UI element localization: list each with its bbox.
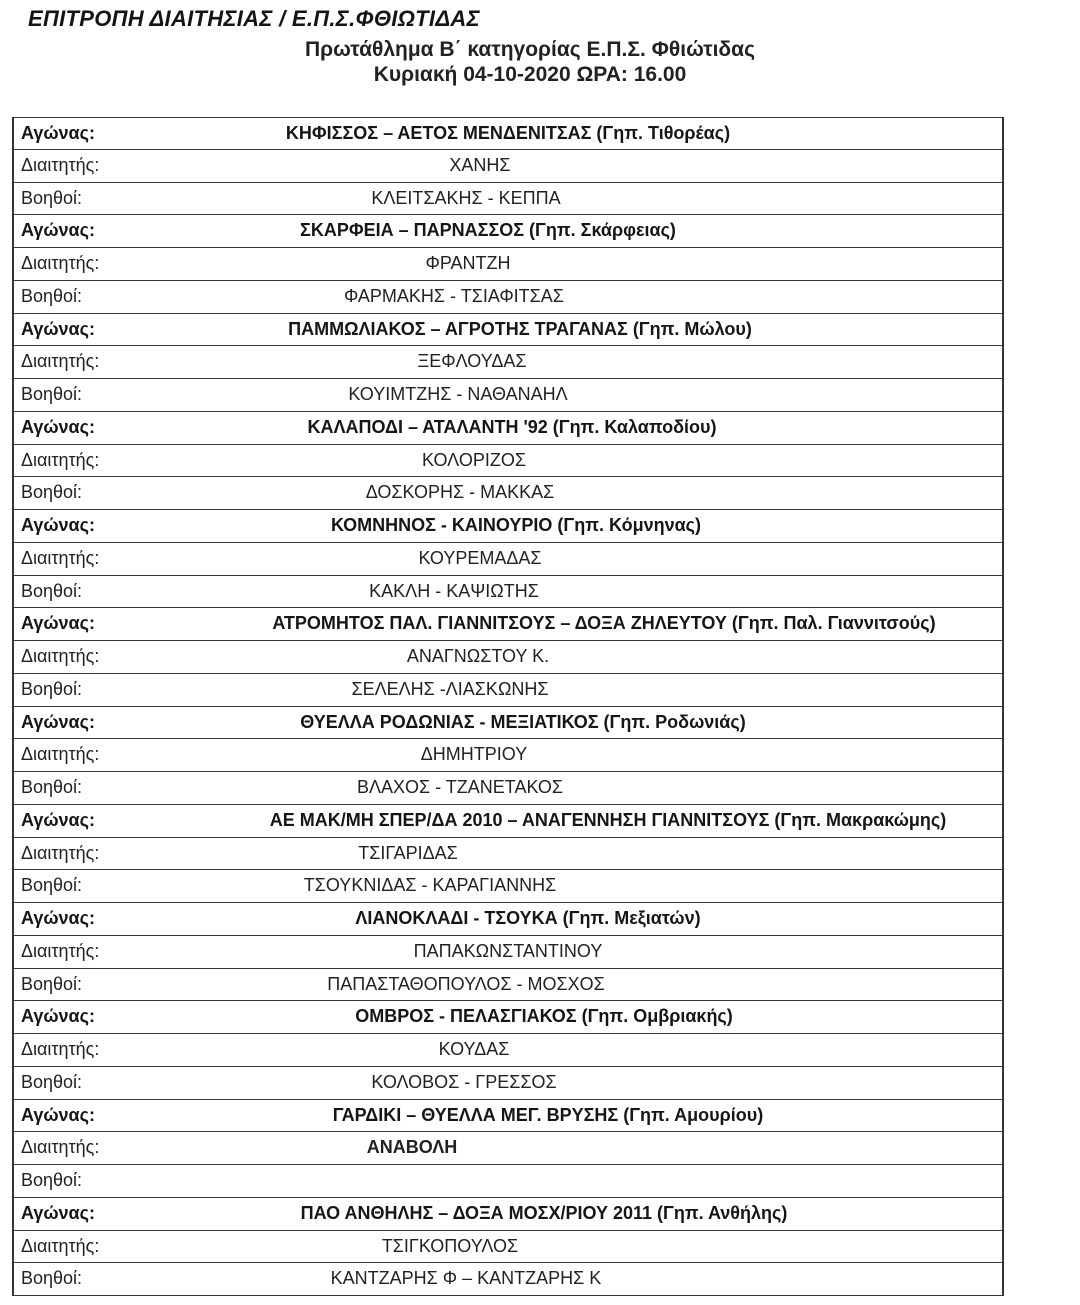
referee-value: ΤΣΙΓΚΟΠΟΥΛΟΣ: [381, 1235, 519, 1256]
assistants-label: Βοηθοί:: [21, 384, 83, 404]
referee-label: Διαιτητής:: [21, 547, 100, 568]
referee-label: Διαιτητής:: [21, 449, 100, 470]
fixture-3-match-row: [14, 314, 1002, 347]
assistants-value: ΚΑΝΤΖΑΡΗΣ Φ – ΚΑΝΤΖΑΡΗΣ Κ: [330, 1268, 602, 1289]
fixtures-table: [12, 117, 1004, 1296]
assistants-value: ΦΑΡΜΑΚΗΣ - ΤΣΙΑΦΙΤΣΑΣ: [344, 285, 564, 306]
fixture-7-referee-row: [14, 739, 1002, 772]
match-label: Αγώνας:: [21, 515, 95, 535]
match-label: Αγώνας:: [21, 908, 95, 928]
match-value: ΚΗΦΙΣΣΟΣ – ΑΕΤΟΣ ΜΕΝΔΕΝΙΤΣΑΣ (Γηπ. Τιθορέας): [285, 123, 731, 143]
referee-label: Διαιτητής:: [21, 842, 100, 863]
assistants-label: Βοηθοί:: [21, 482, 83, 503]
match-label: Αγώνας:: [21, 711, 95, 732]
referee-label: Διαιτητής:: [21, 940, 100, 961]
referee-label: Διαιτητής:: [21, 1039, 100, 1059]
fixture-6-assistants-row: [14, 674, 1002, 707]
referee-label: Διαιτητής:: [21, 1235, 100, 1256]
referee-label: Διαιτητής:: [21, 154, 100, 175]
assistants-label: Βοηθοί:: [21, 875, 83, 896]
fixture-3-referee-row: [14, 346, 1002, 379]
fixture-3-assistants-row: [14, 379, 1002, 412]
match-value: ΚΑΛΑΠΟΔΙ – ΑΤΑΛΑΝΤΗ '92 (Γηπ. Καλαποδίου): [307, 416, 717, 437]
match-value: ΓΑΡΔΙΚΙ – ΘΥΕΛΛΑ ΜΕΓ. ΒΡΥΣΗΣ (Γηπ. Αμουρίου): [332, 1104, 764, 1125]
fixture-12-assistants-row: [14, 1263, 1002, 1296]
assistants-value: ΚΛΕΙΤΣΑΚΗΣ - ΚΕΠΠΑ: [371, 187, 561, 208]
match-label: Αγώνας:: [21, 123, 95, 143]
fixture-10-referee-row: [14, 1034, 1002, 1067]
fixture-2-assistants-row: [14, 281, 1002, 314]
fixture-9-referee-row: [14, 936, 1002, 969]
match-label: Αγώνας:: [21, 613, 95, 634]
assistants-label: Βοηθοί:: [21, 1170, 83, 1190]
referee-value: ΚΟΥΔΑΣ: [438, 1039, 510, 1059]
match-value: ΟΜΒΡΟΣ - ΠΕΛΑΣΓΙΑΚΟΣ (Γηπ. Ομβριακής): [355, 1006, 733, 1027]
assistants-label: Βοηθοί:: [21, 187, 83, 208]
referee-label: Διαιτητής:: [21, 744, 100, 765]
fixture-4-match-row: [14, 412, 1002, 445]
assistants-label: Βοηθοί:: [21, 777, 83, 797]
match-value: ΑΤΡΟΜΗΤΟΣ ΠΑΛ. ΓΙΑΝΝΙΤΣΟΥΣ – ΔΟΞΑ ΖΗΛΕΥΤΟΥ (Γηπ. Παλ. Γιαννιτσούς): [272, 613, 936, 634]
match-value: ΣΚΑΡΦΕΙΑ – ΠΑΡΝΑΣΣΟΣ (Γηπ. Σκάρφειας): [300, 220, 676, 241]
fixture-12-match-row: [14, 1198, 1002, 1231]
match-value: ΠΑΟ ΑΝΘΗΛΗΣ – ΔΟΞΑ ΜΟΣΧ/ΡΙΟΥ 2011 (Γηπ. Ανθήλης): [300, 1202, 788, 1223]
referee-value: ΧΑΝΗΣ: [449, 154, 511, 175]
referee-label: Διαιτητής:: [21, 646, 100, 666]
match-label: Αγώνας:: [21, 220, 95, 241]
fixture-8-assistants-row: [14, 870, 1002, 903]
match-value: ΛΙΑΝΟΚΛΑΔΙ - ΤΣΟΥΚΑ (Γηπ. Μεξιατών): [355, 908, 701, 928]
fixture-10-assistants-row: [14, 1067, 1002, 1100]
match-datetime: Κυριακή 04-10-2020 ΩΡΑ: 16.00: [373, 63, 687, 86]
assistants-value: ΒΛΑΧΟΣ - ΤΖΑΝΕΤΑΚΟΣ: [356, 777, 564, 797]
assistants-label: Βοηθοί:: [21, 1268, 83, 1289]
championship-title: Πρωτάθλημα Β΄ κατηγορίας Ε.Π.Σ. Φθιώτιδας: [304, 38, 756, 61]
match-label: Αγώνας:: [21, 416, 95, 437]
match-label: Αγώνας:: [21, 318, 95, 339]
assistants-label: Βοηθοί:: [21, 678, 83, 699]
match-value: ΑΕ ΜΑΚ/ΜΗ ΣΠΕΡ/ΔΑ 2010 – ΑΝΑΓΕΝΝΗΣΗ ΓΙΑΝΝΙΤΣΟΥΣ (Γηπ. Μακρακώμης): [269, 809, 947, 830]
fixture-11-assistants-row: [14, 1165, 1002, 1198]
assistants-value: ΚΟΥΙΜΤΖΗΣ - ΝΑΘΑΝΑΗΛ: [348, 384, 568, 404]
fixture-1-referee-row: [14, 150, 1002, 183]
fixture-5-assistants-row: [14, 576, 1002, 609]
assistants-label: Βοηθοί:: [21, 580, 83, 601]
assistants-value: ΣΕΛΕΛΗΣ -ΛΙΑΣΚΩΝΗΣ: [351, 678, 549, 699]
referee-value: ΑΝΑΓΝΩΣΤΟΥ Κ.: [406, 646, 550, 666]
fixture-11-match-row: [14, 1100, 1002, 1133]
referee-value: ΚΟΥΡΕΜΑΔΑΣ: [418, 547, 542, 568]
match-value: ΘΥΕΛΛΑ ΡΟΔΩΝΙΑΣ - ΜΕΞΙΑΤΙΚΟΣ (Γηπ. Ροδωνιάς): [300, 711, 746, 732]
referee-value: ΚΟΛΟΡΙΖΟΣ: [422, 449, 526, 470]
fixture-1-match-row: [14, 117, 1002, 150]
match-label: Αγώνας:: [21, 1006, 95, 1027]
fixture-2-match-row: [14, 215, 1002, 248]
assistants-label: Βοηθοί:: [21, 285, 83, 306]
match-value: ΠΑΜΜΩΛΙΑΚΟΣ – ΑΓΡΟΤΗΣ ΤΡΑΓΑΝΑΣ (Γηπ. Μώλου): [288, 318, 752, 339]
referee-label: Διαιτητής:: [21, 1137, 100, 1158]
referee-value: ΑΝΑΒΟΛΗ: [366, 1137, 458, 1158]
referee-value: ΔΗΜΗΤΡΙΟΥ: [420, 744, 528, 765]
fixture-12-referee-row: [14, 1231, 1002, 1264]
assistants-value: ΔΟΣΚΟΡΗΣ - ΜΑΚΚΑΣ: [365, 482, 555, 503]
referee-value: ΦΡΑΝΤΖΗ: [425, 253, 511, 273]
fixture-2-referee-row: [14, 248, 1002, 281]
assistants-value: ΚΑΚΛΗ - ΚΑΨΙΩΤΗΣ: [369, 580, 539, 601]
assistants-label: Βοηθοί:: [21, 973, 83, 994]
fixture-5-referee-row: [14, 543, 1002, 576]
referee-value: ΞΕΦΛΟΥΔΑΣ: [417, 351, 527, 372]
assistants-label: Βοηθοί:: [21, 1071, 83, 1092]
committee-title: ΕΠΙΤΡΟΠΗ ΔΙΑΙΤΗΣΙΑΣ / Ε.Π.Σ.ΦΘΙΩΤΙΔΑΣ: [28, 6, 480, 31]
fixture-7-assistants-row: [14, 772, 1002, 805]
fixture-5-match-row: [14, 510, 1002, 543]
referee-value: ΠΑΠΑΚΩΝΣΤΑΝΤΙΝΟΥ: [413, 940, 603, 961]
match-label: Αγώνας:: [21, 809, 95, 830]
referee-value: ΤΣΙΓΑΡΙΔΑΣ: [358, 842, 458, 863]
assistants-value: ΤΣΟΥΚΝΙΔΑΣ - ΚΑΡΑΓΙΑΝΝΗΣ: [303, 875, 557, 896]
match-label: Αγώνας:: [21, 1202, 95, 1223]
fixture-8-match-row: [14, 805, 1002, 838]
fixture-9-assistants-row: [14, 969, 1002, 1002]
assistants-value: ΠΑΠΑΣΤΑΘΟΠΟΥΛΟΣ - ΜΟΣΧΟΣ: [327, 973, 605, 994]
match-value: ΚΟΜΝΗΝΟΣ - ΚΑΙΝΟΥΡΙΟ (Γηπ. Κόμνηνας): [330, 515, 702, 535]
fixture-4-assistants-row: [14, 477, 1002, 510]
assistants-value: ΚΟΛΟΒΟΣ - ΓΡΕΣΣΟΣ: [371, 1071, 557, 1092]
fixture-7-match-row: [14, 707, 1002, 740]
match-label: Αγώνας:: [21, 1104, 95, 1125]
fixture-6-referee-row: [14, 641, 1002, 674]
fixture-9-match-row: [14, 903, 1002, 936]
referee-label: Διαιτητής:: [21, 253, 100, 273]
fixture-6-match-row: [14, 608, 1002, 641]
fixture-11-referee-row: [14, 1132, 1002, 1165]
fixture-1-assistants-row: [14, 183, 1002, 216]
fixture-8-referee-row: [14, 838, 1002, 871]
referee-label: Διαιτητής:: [21, 351, 100, 372]
fixture-10-match-row: [14, 1001, 1002, 1034]
fixture-4-referee-row: [14, 445, 1002, 478]
